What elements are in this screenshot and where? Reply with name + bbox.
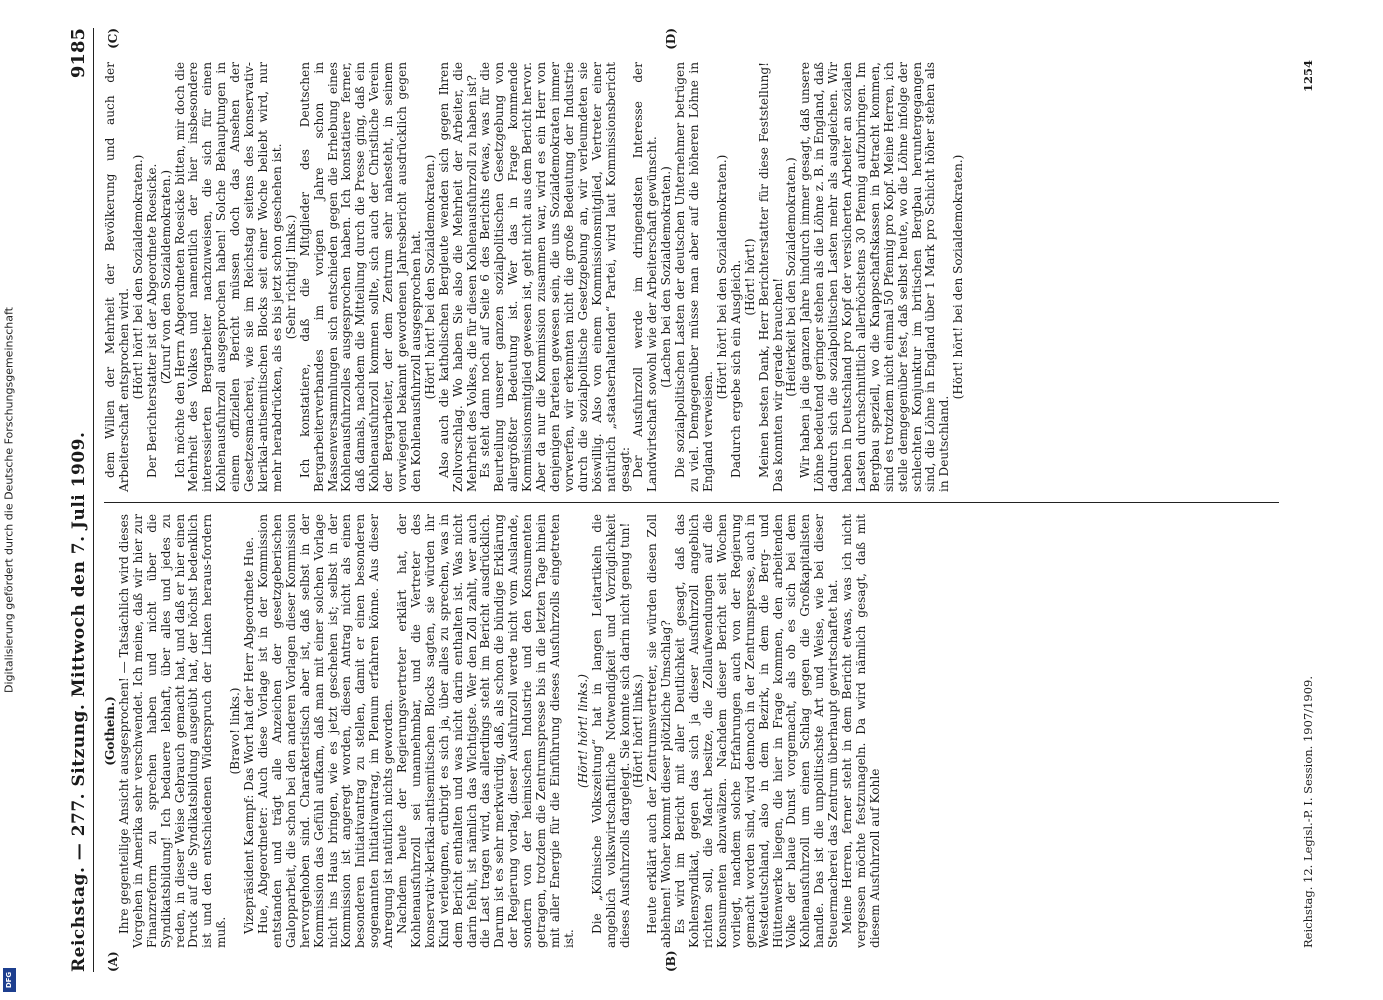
- paragraph: Hue, Abgeordneter: Auch diese Vorlage ist in der Kommission entstanden und trägt alle Anzeichen der gesetzgeberischen Galopparbeit, die schon bei den anderen Vorlagen dieser Kommission hervorgehoben sind. Charakteristisch aber ist, daß selbst in der Kommission das Gefühl aufkam, daß man mit einer solchen Vorlage nicht ins Haus bringen, wie es jetzt geschehen ist; selbst in der Kommission ist angeregt worden, diesen Antrag nicht als einen besonderen Initiativantrag zu stellen, damit er einen besonderen sogenannten Initiativantrag, im Plenum erfahren könne. Aus dieser Anregung ist natürlich nichts geworden.: [255, 514, 396, 948]
- paragraph: Also auch die katholischen Bergleute wenden sich gegen Ihren Zollvorschlag. Wo haben Sie also die Mehrheit der Arbeiter, die Mehrheit des Volkes, die für diesen Kohlenausfuhrzoll zu haben ist?: [436, 62, 479, 492]
- margin-marker-c: (C): [106, 28, 120, 49]
- paragraph: Die sozialpolitischen Lasten der deutschen Unternehmer betrügen zu viel. Demgegenüber müsse man aber auf die höheren Löhne in England verweisen.: [673, 62, 715, 492]
- paragraph: Die „Kölnische Volkszeitung“ hat in langen Leitartikeln die angeblich volkswirtschaftliche Notwendigkeit und Vorzüglichkeit dieses Ausfuhrzolls dargelegt. Sie konnte sich darin nicht genug tun!: [589, 514, 632, 948]
- digitization-note: [0, 0, 18, 1000]
- interjection: (Hört! hört! bei den Sozialdemokraten.): [714, 154, 729, 400]
- text-columns: [104, 28, 1279, 972]
- interjection: (Sehr richtig! links.): [283, 214, 298, 340]
- header-title: Reichstag. — 277. Sitzung. Mittwoch den 7. Juli 1909.: [69, 431, 89, 972]
- interjection: (Lachen bei den Sozialdemokraten.): [659, 166, 674, 388]
- paragraph: Der Berichterstatter ist der Abgeordnete Roesicke.: [144, 163, 159, 478]
- paragraph: Ich möchte den Herrn Abgeordneten Roesicke bitten, mir doch die Mehrheit des Volkes und namentlich der hier insbesondere interessierten Bergarbeiter nachzuweisen, die sich für einen Kohlenausfuhrzoll ausgesprochen haben! Solche Behauptungen in einem offiziellen Bericht müssen doch das Ansehen der Gesetzesmacherei, wie sie im Reichstag seitens des konservativ-klerikal-antisemitischen Blocks seit einer Woche beliebt wird, nur mehr herabdrücken, als es bis jetzt schon geschehen ist.: [172, 62, 284, 492]
- footer-legislature: Reichstag. 12. Legisl.-P. I. Session. 1907/1909.: [1301, 675, 1315, 948]
- right-column: [104, 62, 1279, 492]
- interjection: (Bravo! links.): [228, 687, 243, 775]
- speaker-line: (Gothein.): [103, 696, 117, 766]
- document-page: [50, 0, 1333, 1000]
- left-column: [104, 514, 1279, 948]
- interjection: (Hört! hört! links.): [631, 674, 646, 788]
- margin-marker-b: (B): [664, 950, 678, 972]
- paragraph: Es wird im Bericht mit aller Deutlichkeit gesagt, daß das Kohlensyndikat, gegen das sich ja dieser Ausfuhrzoll angeblich richten soll, die Macht besitze, die Zollaufwendungen auf die Konsumenten abzuwälzen. Nachdem dieser Bericht seit Wochen vorliegt, nachdem solche Erfahrungen auch von der Regierung gemacht worden sind, wird dennoch in der Zentrumspresse, auch in Westdeutschland, also in dem Bezirk, in dem die Berg- und Hüttenwerke liegen, die hier in Frage kommen, den arbeitenden Volke der blaue Dunst vorgemacht, als ob es sich bei dem Kohlenausfuhrzoll um einen Schlag gegen die Großkapitalisten handle. Das ist die unpolitischste Art und Weise, wie bei dieser Steuermacherei das Zentrum überhaupt gewirtschaftet hat.: [673, 514, 841, 948]
- interjection: (Hört! hört!): [742, 238, 757, 316]
- paragraph: Dadurch ergebe sich ein Ausgleich.: [728, 259, 743, 478]
- page-header: [68, 28, 94, 972]
- paragraph: Vizepräsident Kaempf: Das Wort hat der Herr Abgeordnete Hue.: [242, 536, 257, 934]
- paragraph: dem Willen der Mehrheit der Bevölkerung und auch der Arbeiterschaft entsprochen wird.: [103, 62, 131, 492]
- interjection: (Hört! hört! bei den Sozialdemokraten.): [130, 154, 145, 400]
- margin-marker-a: (A): [106, 951, 120, 972]
- paragraph: Meinen besten Dank, Herr Berichterstatter für diese Feststellung! Das konnten wir gerade brauchen!: [756, 62, 785, 492]
- paragraph: Ihre gegenteilige Ansicht ausgesprochen! — Tatsächlich wird dieses Vorgehen in Amerika sehr verschwendet. Ich meine, daß wir hier zur Finanzreform zu sprechen haben und nicht über die Syndikatsbildung! Ich bedauere lebhaft, über alles und jedes zu reden, in dieser Weise Gebrauch gemacht hat, und daß er hier einen Druck auf die Syndikatsbildung ausgeübt hat, der höchst bedenklich ist und den entschiedenen Widerspruch der Linken heraus-fordern muß.: [116, 514, 229, 948]
- header-page-number: 9185: [68, 28, 89, 79]
- footer-page-number: 1254: [1301, 60, 1315, 93]
- interjection: (Zuruf von den Sozialdemokraten.): [158, 169, 173, 385]
- column-divider: [104, 502, 1279, 503]
- dfg-logo: [3, 968, 16, 992]
- digitization-note-text: Digitalisierung gefördert durch die Deutsche Forschungsgemeinschaft: [2, 307, 16, 693]
- dfg-logo-text: DFG: [5, 971, 14, 989]
- margin-marker-d: (D): [664, 28, 678, 50]
- interjection: (Hört! hört! links.): [575, 674, 590, 788]
- interjection: (Hört! hört! bei den Sozialdemokraten.): [422, 154, 437, 400]
- paragraph: Wir haben ja die ganzen Jahre hindurch immer gesagt, daß unsere Löhne bedeutend geringer stehen als die Löhne z. B. in England, daß dadurch sich die sozialpolitischen Lasten mehr als ausgleichen. Wir haben in Deutschland pro Kopf der versicherten Arbeiter an sozialen Lasten durchschnittlich allerhöchstens 30 Pfennig aufzubringen. Im Bergbau speziell, wo die Knappschaftskassen in Betracht kommen, sind es trotzdem nicht einmal 50 Pfennig pro Kopf. Meine Herren, ich stelle demgegenüber fest, daß selbst heute, wo die Löhne infolge der schlechten Konjunktur im britischen Bergbau heruntergegangen sind, die Löhne in England über 1 Mark pro Schicht höher stehen als in Deutschland.: [798, 62, 952, 492]
- rotated-page: [50, 0, 1333, 1000]
- paragraph: Heute erklärt auch der Zentrumsvertreter, sie würden diesen Zoll ablehnen! Woher kommt dieser plötzliche Umschlag?: [645, 514, 674, 948]
- paragraph: Es steht dann noch auf Seite 6 des Berichts etwas, was für die Beurteilung unserer ganzen sozialpolitischen Gesetzgebung von allergrößter Bedeutung ist. Wer das in Frage kommende Kommissionsmitglied gewesen ist, geht nicht aus dem Bericht hervor. Aber da nur die Kommission zusammen war, wird es ein Herr von denjenigen Parteien gewesen sein, die uns Sozialdemokraten immer vorwerfen, wir erkennten nicht die große Bedeutung der Industrie durch die sozialpolitische Gesetzgebung an, wir verleumdeten sie böswillig. Also von einem Kommissionsmitglied, Vertreter einer natürlich „staatserhaltenden“ Partei, wird laut Kommissionsbericht gesagt:: [478, 62, 632, 492]
- paragraph: Der Ausfuhrzoll werde im dringendsten Interesse der Landwirtschaft sowohl wie der Arbeiterschaft gewünscht.: [631, 62, 660, 492]
- paragraph: Nachdem heute der Regierungsvertreter erklärt hat, der Kohlenausfuhrzoll sei unannehmbar, und die Vertreter des konservativ-klerikal-antisemitischen Blocks sagten, sie würden ihr Kind verleugnen, erübrigt es sich ja, über alles zu sprechen, was in dem Bericht enthalten und was nicht darin enthalten ist. Was nicht darin fehlt, ist nämlich das Wichtigste. Wer den Zoll zahlt, wer auch die Last tragen wird, das allerdings steht im Bericht ausdrücklich. Darum ist es sehr merkwürdig, daß, als schon die bündige Erklärung der Regierung vorlag, dieser Ausfuhrzoll werde nicht vom Auslande, sondern von der heimischen Industrie und den Konsumenten getragen, trotzdem die Zentrumspresse bis in die letzten Tage hinein mit aller Energie für die Einführung dieses Ausfuhrzolls eingetreten ist.: [395, 514, 576, 948]
- interjection: (Hört! hört! bei den Sozialdemokraten.): [951, 154, 966, 400]
- interjection: (Heiterkeit bei den Sozialdemokraten.): [784, 157, 799, 397]
- page-footer: [1301, 28, 1315, 948]
- paragraph: Ich konstatiere, daß die Mitglieder des Deutschen Bergarbeiterverbandes im vorigen Jahre schon in Massenversammlungen sich entschieden gegen die Erhebung eines Kohlenausfuhrzolles ausgesprochen haben. Ich konstatiere ferner, daß damals, nachdem die Mitteilung durch die Presse ging, daß ein Kohlenausfuhrzoll kommen sollte, sich auch der Christliche Verein der Bergarbeiter, der dem Zentrum sehr nahesteht, in seinem vorwiegend bekannt gewordenen Jahresbericht ausdrücklich gegen den Kohlenausfuhrzoll ausgesprochen hat.: [297, 62, 423, 492]
- paragraph: Meine Herren, ferner steht in dem Bericht etwas, was ich nicht vergessen möchte festzunageln. Da wird nämlich gesagt, daß mit diesem Ausfuhrzoll auf Kohle: [840, 514, 882, 948]
